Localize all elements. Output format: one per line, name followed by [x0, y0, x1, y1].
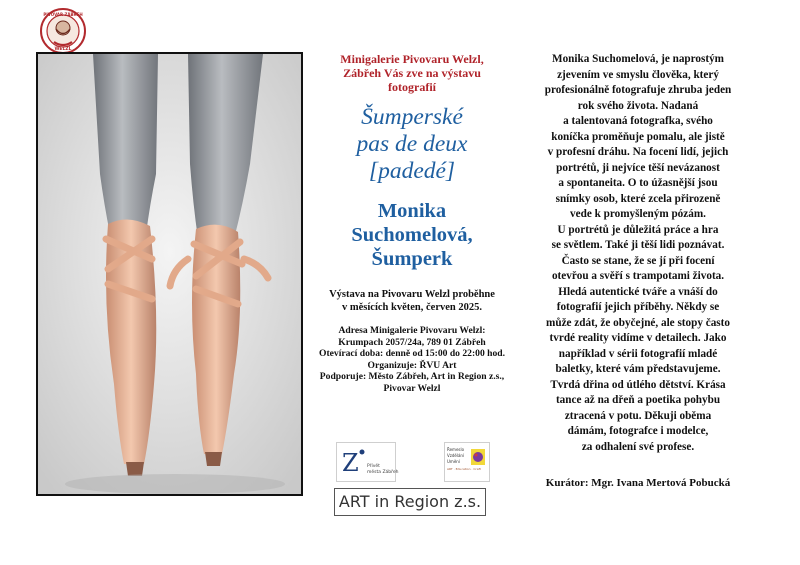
- description-line: baletky, které vám představujeme.: [555, 363, 721, 375]
- description-line: Tvrdá dřina od útlého dětství. Krása: [550, 378, 726, 391]
- invitation-line: Minigalerie Pivovaru Welzl,: [340, 52, 484, 66]
- exhibition-info-line: v měsících květen, červen 2025.: [342, 301, 482, 313]
- opening-hours: Otevírací doba: denně od 15:00 do 22:00 hod.: [318, 348, 506, 359]
- rvu-line: ART · Education · Craft: [447, 467, 481, 471]
- art-in-region-logo: ART in Region z.s.: [334, 488, 486, 516]
- description-line: koníčka proměňuje pomalu, ale jistě: [551, 130, 725, 143]
- description-line: otevřou a svěří s trampotami života.: [551, 270, 725, 282]
- invitation-text: [312, 52, 512, 94]
- exhibition-info-line: Výstava na Pivovaru Welzl proběhne: [329, 289, 495, 300]
- author-line: Šumperk: [371, 248, 453, 270]
- description-line: v profesní dráhu. Na focení lidí, jejich: [547, 146, 729, 158]
- ballet-photo: [36, 52, 303, 496]
- title-line: Šumperské: [361, 104, 463, 130]
- description-line: ztracená v potu. Děkuji oběma: [564, 409, 712, 422]
- description-text: [522, 52, 754, 455]
- title-line: [padedé]: [368, 158, 456, 184]
- author-line: Suchomelová,: [351, 224, 473, 246]
- supporters-cont: Pivovar Welzl: [383, 382, 441, 394]
- description-line: se světlem. Také ji těší lidi poznávat.: [551, 239, 725, 251]
- description-line: Monika Suchomelová, je naprostým: [552, 53, 724, 65]
- description-line: U portrétů je důležitá práce a hra: [557, 223, 719, 236]
- description-line: za odhalení své profese.: [581, 440, 695, 453]
- description-line: může zdát, že obyčejné, ale stopy často: [546, 316, 730, 329]
- description-line: tance až na dřeň a poetika pohybu: [555, 394, 721, 406]
- exhibition-details: [312, 325, 512, 394]
- invitation-line: fotografií: [388, 80, 436, 94]
- organizer: Organizuje: ŘVU Art: [367, 359, 457, 371]
- brewery-logo: [40, 8, 86, 54]
- description-line: a talentovaná fotografka, svého: [563, 115, 713, 127]
- description-line: profesionálně fotografuje zhruba jeden: [544, 84, 732, 96]
- city-logo-line2: města Zábřeh: [367, 470, 399, 475]
- description-line: snímky osob, které zcela přirozeně: [555, 192, 721, 205]
- exhibition-title: [312, 104, 512, 185]
- author-name: [312, 199, 512, 271]
- rvu-art-logo: [444, 442, 490, 482]
- description-line: tvrdé reality vidíme v detailech. Jako: [549, 332, 727, 344]
- description-line: Hledá autentické tváře a vnáší do: [558, 285, 718, 298]
- middle-column: [312, 52, 512, 394]
- description-line: dámám, fotografce i modelce,: [567, 425, 709, 437]
- title-line: pas de deux: [356, 131, 468, 157]
- rvu-line: Umění: [447, 459, 460, 464]
- address-label: Adresa Minigalerie Pivovaru Welzl:: [338, 325, 486, 336]
- logo-top-text: PIVOVAR ZÁBŘEH: [43, 12, 83, 17]
- exhibition-info: [312, 289, 512, 314]
- rvu-line: Vzdělání: [447, 453, 465, 458]
- description-line: vede k promyšleným pózám.: [570, 208, 706, 220]
- invitation-line: Zábřeh Vás zve na výstavu: [343, 66, 481, 80]
- city-logo-letter: Z: [342, 449, 359, 477]
- description-line: a spontaneita. O to úžasnější jsou: [558, 177, 718, 189]
- description-line: portrétů, ji nejvíce těší nevázanost: [556, 161, 720, 174]
- description-line: například v sérii fotografií mladé: [558, 347, 718, 360]
- curator-credit: Kurátor: Mgr. Ivana Mertová Pobucká: [545, 477, 731, 489]
- supporters: Podporuje: Město Zábřeh, Art in Region z.s.,: [319, 371, 505, 382]
- description-line: fotografií jejich příběhy. Někdy se: [556, 301, 720, 313]
- author-line: Monika: [377, 200, 447, 222]
- city-logo-line1: Přívět: [367, 464, 380, 469]
- description-line: rok svého života. Nadaná: [577, 99, 699, 112]
- rvu-line: Řemeslo: [447, 447, 465, 452]
- description-line: Často se stane, že se jí při focení: [561, 254, 715, 267]
- logo-bottom-text: WELZL: [54, 47, 72, 52]
- address: Krumpach 2057/24a, 789 01 Zábřeh: [338, 336, 486, 348]
- description-line: zjevením ve smyslu člověka, který: [557, 68, 719, 81]
- city-zabreh-logo: [336, 442, 399, 482]
